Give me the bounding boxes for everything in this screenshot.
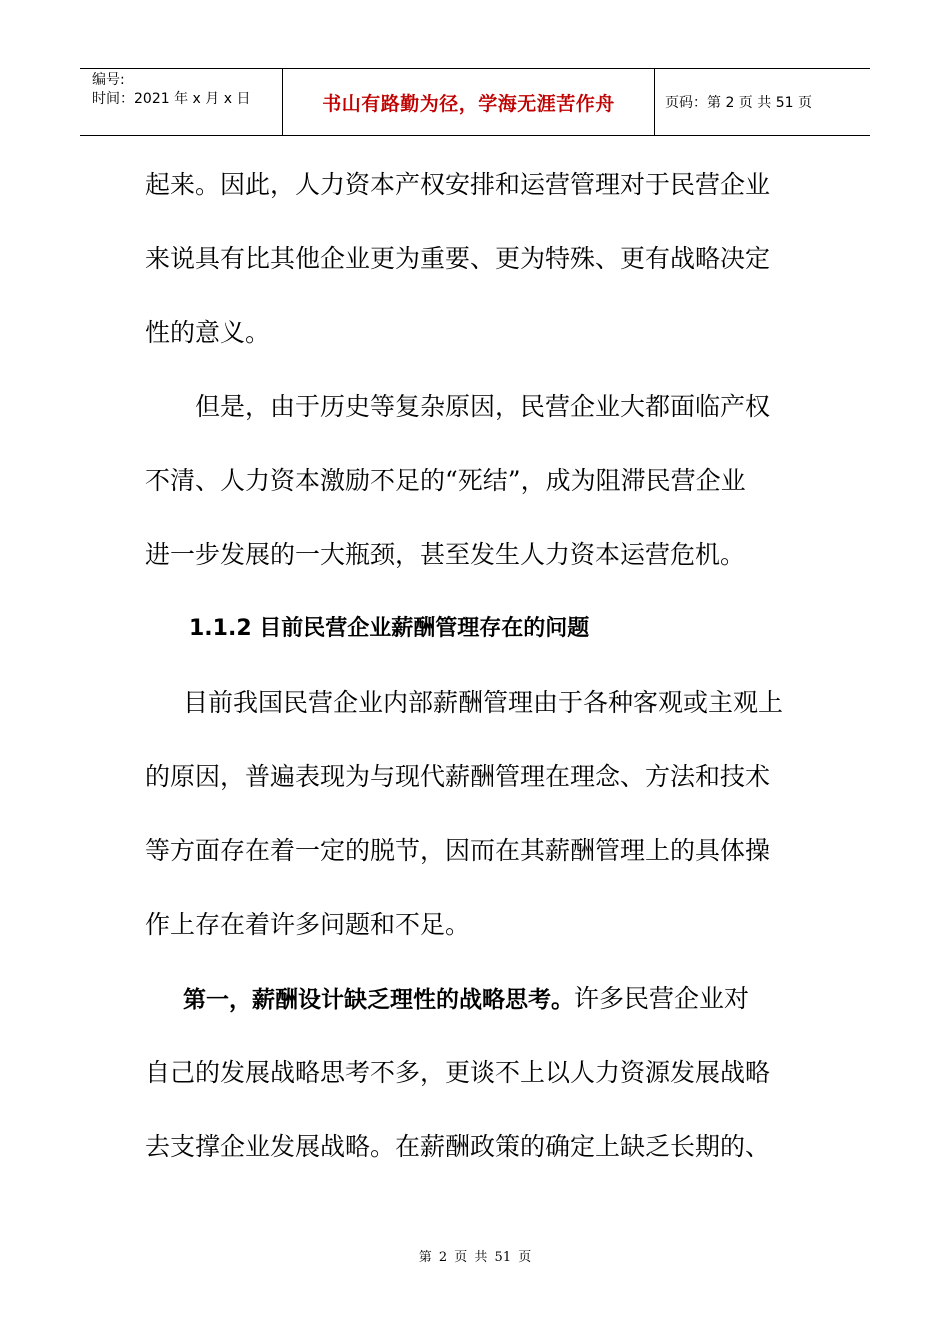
document-number-label: 编号: [92,72,125,88]
bold-lead-sentence: 第一，薪酬设计缺乏理性的战略思考。 [183,987,574,1013]
paragraph-line [145,962,815,1036]
paragraph-line: 起来。因此，人力资本产权安排和运营管理对于民营企业 [145,170,771,199]
document-time-label: 时间：2021 年 x 月 x 日 [92,91,251,107]
paragraph-line: 的原因，普遍表现为与现代薪酬管理在理念、方法和技术 [145,762,771,791]
paragraph-line: 性的意义。 [145,318,271,347]
paragraph-line: 等方面存在着一定的脱节，因而在其薪酬管理上的具体操 [145,836,771,865]
header-meta [80,69,283,135]
paragraph-line: 但是，由于历史等复杂原因，民营企业大都面临产权 [195,392,771,421]
paragraph-line: 自己的发展战略思考不多，更谈不上以人力资源发展战略 [145,1058,771,1087]
paragraph-line: 进一步发展的一大瓶颈，甚至发生人力资本运营危机。 [145,540,746,569]
header-page-code: 页码：第 2 页 共 51 页 [665,95,812,111]
paragraph-line: 去支撑企业发展战略。在薪酬政策的确定上缺乏长期的、 [145,1132,771,1161]
paragraph-line: 来说具有比其他企业更为重要、更为特殊、更有战略决定 [145,244,771,273]
paragraph-line: 目前我国民营企业内部薪酬管理由于各种客观或主观上 [183,688,784,717]
section-heading: 1.1.2 目前民营企业薪酬管理存在的问题 [189,616,590,641]
paragraph-line: 作上存在着许多问题和不足。 [145,910,471,939]
paragraph-line: 不清、人力资本激励不足的“死结”，成为阻滞民营企业 [145,466,746,495]
header-motto: 书山有路勤为径，学海无涯苦作舟 [322,92,615,115]
paragraph-text: 许多民营企业对 [574,984,750,1013]
page-header [80,68,870,136]
page-footer: 第 2 页 共 51 页 [418,1250,532,1265]
header-motto-cell [283,69,655,135]
document-body [145,148,815,1184]
